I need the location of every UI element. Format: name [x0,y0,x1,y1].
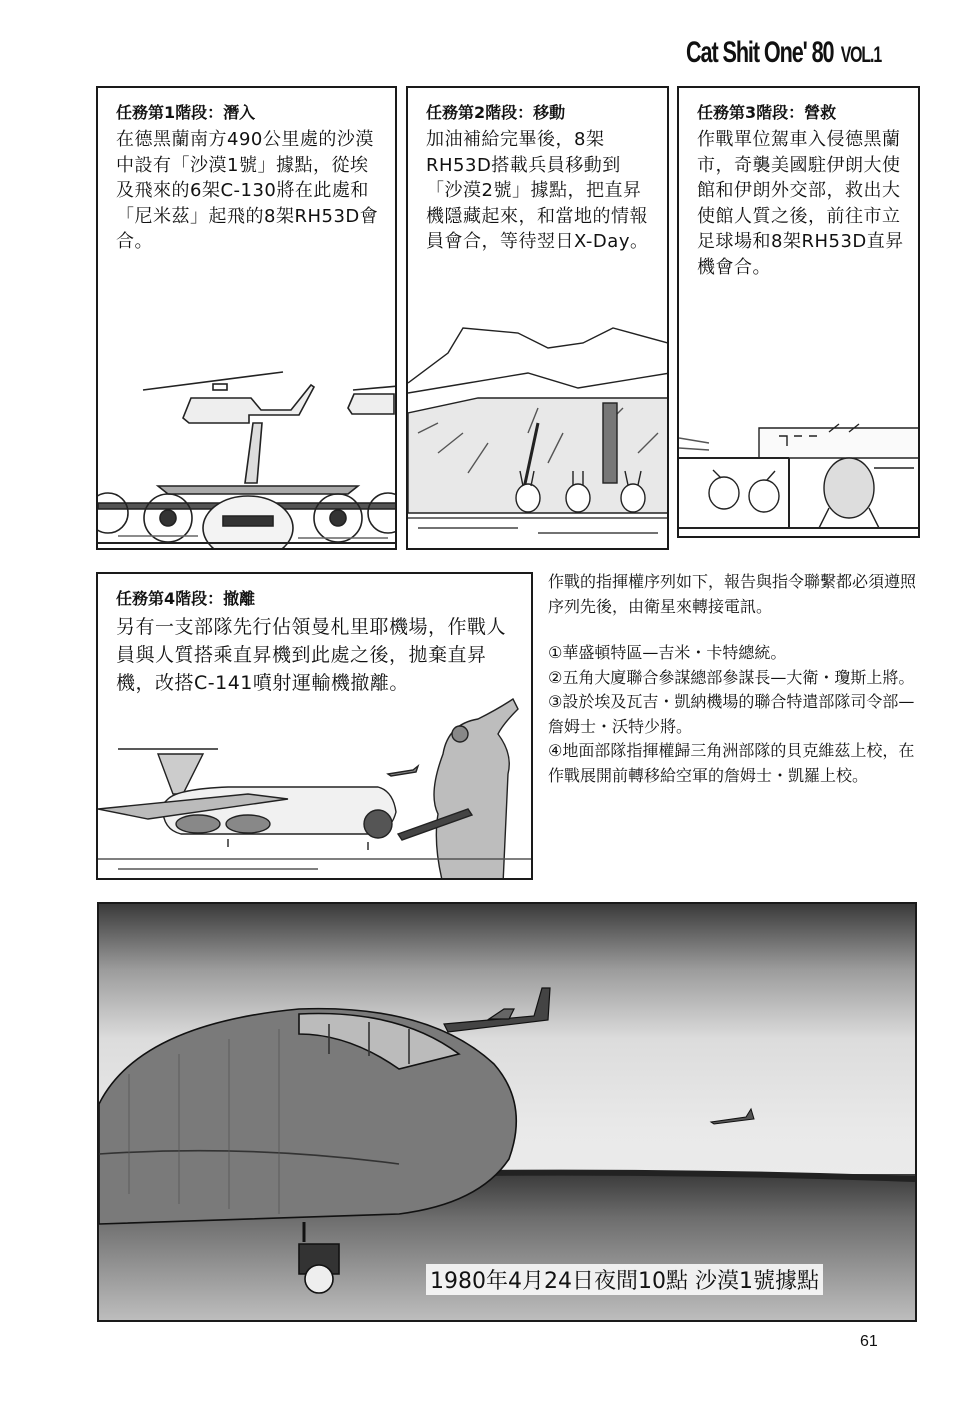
notes-item-2: ②五角大廈聯合參謀總部參謀長—大衛・瓊斯上將。 [548,667,915,687]
notes-item-3: ③設於埃及瓦吉・凱納機場的聯合特遣部隊司令部—詹姆士・沃特少將。 [548,692,915,736]
panel-title: 任務第2階段：移動 [426,103,566,122]
panel-mission-stage-4 [96,572,533,880]
panel-body: 另有一支部隊先行佔領曼札里耶機場，作戰人員與人質搭乘直昇機到此處之後，拋棄直昇機，改搭C-141噴射運輸機撤離。 [116,616,507,694]
compound-illustration [679,418,920,538]
notes-intro: 作戰的指揮權序列如下，報告與指令聯繫都必須遵照序列先後，由衛星來轉接電訊。 [548,572,917,616]
notes-item-4: ④地面部隊指揮權歸三角洲部隊的貝克維茲上校，在作戰展開前轉移給空軍的詹姆士・凱羅上校。 [548,741,915,785]
panel-caption [697,102,908,280]
volume-label: VOL.1 [840,42,882,67]
panel-mission-stage-3 [677,86,920,538]
command-chain-notes [548,570,928,788]
page-number: 61 [860,1333,878,1350]
panel-title: 任務第3階段：營救 [697,103,837,122]
airstrip-illustration [99,904,915,1320]
aircraft-illustration [98,328,397,550]
series-title [686,36,881,70]
panel-caption [116,102,385,255]
panel-caption [426,102,657,255]
jet-transport-illustration [98,694,533,880]
panel-body: 在德黑蘭南方490公里處的沙漠中設有「沙漠1號」據點，從埃及飛來的6架C-130將在此處和「尼米茲」起飛的8架RH53D會合。 [116,129,379,252]
series-title-text: Cat Shit One' 80 [686,36,834,69]
panel-title: 任務第1階段：潛入 [116,103,256,122]
panel-body: 作戰單位駕車入侵德黑蘭市，奇襲美國駐伊朗大使館和伊朗外交部，救出大使館人質之後，前往市立足球場和8架RH53D直昇機會合。 [697,129,904,278]
panel-airstrip-scene [97,902,917,1322]
scene-caption: 1980年4月24日夜間10點 沙漠1號據點 [426,1264,823,1295]
mountain-illustration [408,303,669,550]
panel-mission-stage-1 [96,86,397,550]
panel-caption [116,588,521,697]
notes-item-1: ①華盛頓特區—吉米・卡特總統。 [548,643,787,662]
panel-title: 任務第4階段：撤離 [116,589,256,608]
panel-body: 加油補給完畢後，8架RH53D搭載兵員移動到「沙漠2號」據點，把直昇機隱藏起來，和當地的情報員會合，等待翌日X-Day。 [426,129,649,252]
panel-mission-stage-2 [406,86,669,550]
